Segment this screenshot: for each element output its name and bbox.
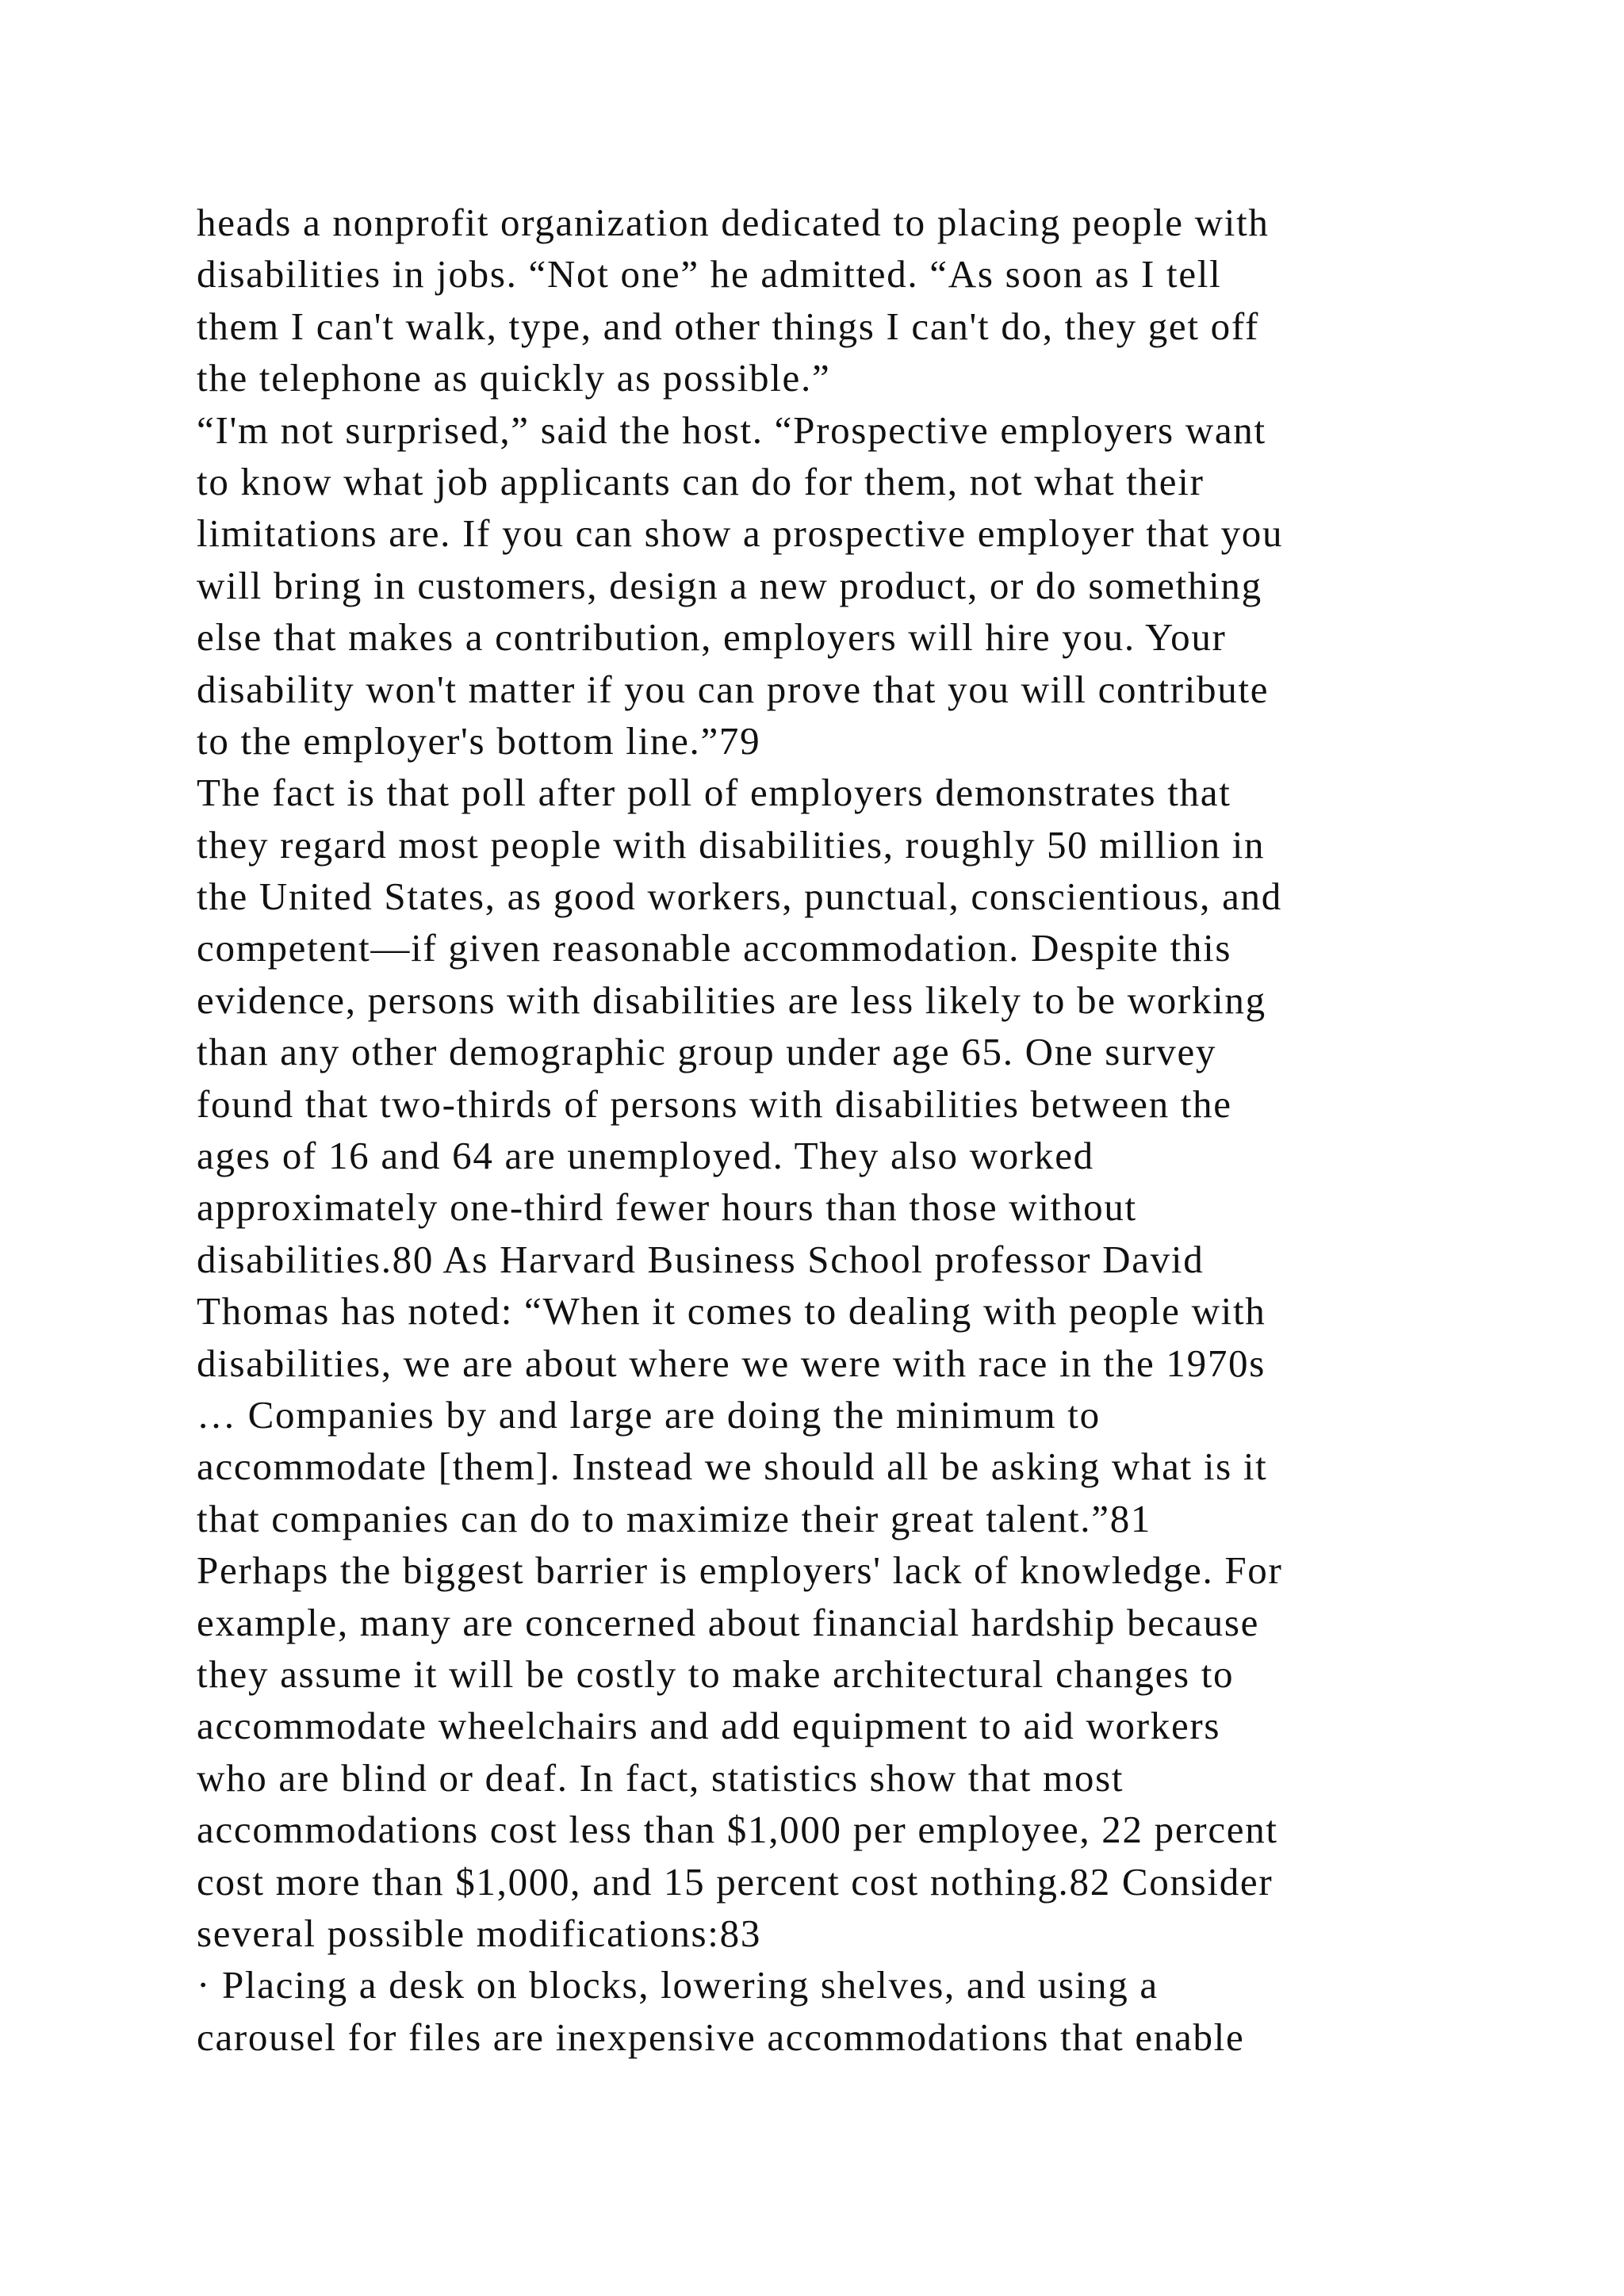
- text-line: disability won't matter if you can prove that you will contribute: [197, 667, 1270, 711]
- text-line: Perhaps the biggest barrier is employers' lack of knowledge. For: [197, 1548, 1283, 1593]
- text-line: evidence, persons with disabilities are less likely to be working: [197, 978, 1266, 1022]
- text-line: … Companies by and large are doing the minimum to: [197, 1392, 1101, 1437]
- text-line: to know what job applicants can do for them, not what their: [197, 459, 1205, 503]
- text-line: heads a nonprofit organization dedicated to placing people with: [197, 201, 1270, 244]
- text-line: else that makes a contribution, employers will hire you. Your: [197, 615, 1227, 660]
- text-line: accommodate [them]. Instead we should all be asking what is it: [197, 1445, 1268, 1489]
- text-line: limitations are. If you can show a prospective employer that you: [197, 511, 1284, 556]
- text-line: “I'm not surprised,” said the host. “Prospective employers want: [197, 408, 1266, 452]
- text-line: competent—if given reasonable accommodation. Despite this: [197, 926, 1232, 970]
- text-line: The fact is that poll after poll of employers demonstrates that: [197, 771, 1231, 815]
- text-line: · Placing a desk on blocks, lowering shelves, and using a: [197, 1963, 1159, 2007]
- text-line: than any other demographic group under age 65. One survey: [197, 1030, 1217, 1074]
- text-line: who are blind or deaf. In fact, statistics show that most: [197, 1755, 1124, 1800]
- text-line: the telephone as quickly as possible.”: [197, 356, 831, 400]
- text-line: ages of 16 and 64 are unemployed. They also worked: [197, 1134, 1094, 1178]
- text-line: to the employer's bottom line.”79: [197, 718, 761, 763]
- body-text: [197, 197, 1497, 2063]
- text-line: accommodations cost less than $1,000 per employee, 22 percent: [197, 1808, 1278, 1852]
- text-line: carousel for files are inexpensive accommodations that enable: [197, 2015, 1245, 2059]
- text-line: disabilities.80 As Harvard Business School professor David: [197, 1237, 1205, 1281]
- text-line: that companies can do to maximize their great talent.”81: [197, 1496, 1152, 1540]
- text-line: them I can't walk, type, and other things I can't do, they get off: [197, 304, 1259, 348]
- text-line: Thomas has noted: “When it comes to dealing with people with: [197, 1289, 1266, 1334]
- text-line: disabilities, we are about where we were with race in the 1970s: [197, 1341, 1266, 1385]
- text-line: disabilities in jobs. “Not one” he admitted. “As soon as I tell: [197, 252, 1222, 297]
- text-line: will bring in customers, design a new product, or do something: [197, 563, 1262, 607]
- text-line: the United States, as good workers, punctual, conscientious, and: [197, 874, 1282, 919]
- text-line: they assume it will be costly to make architectural changes to: [197, 1651, 1235, 1696]
- text-line: accommodate wheelchairs and add equipment to aid workers: [197, 1704, 1221, 1748]
- text-line: example, many are concerned about financial hardship because: [197, 1600, 1260, 1644]
- text-line: several possible modifications:83: [197, 1911, 762, 1955]
- text-line: found that two-thirds of persons with disabilities between the: [197, 1081, 1232, 1126]
- text-line: approximately one-third fewer hours than those without: [197, 1185, 1137, 1230]
- text-line: cost more than $1,000, and 15 percent cost nothing.82 Consider: [197, 1859, 1274, 1904]
- text-line: they regard most people with disabilities, roughly 50 million in: [197, 822, 1266, 867]
